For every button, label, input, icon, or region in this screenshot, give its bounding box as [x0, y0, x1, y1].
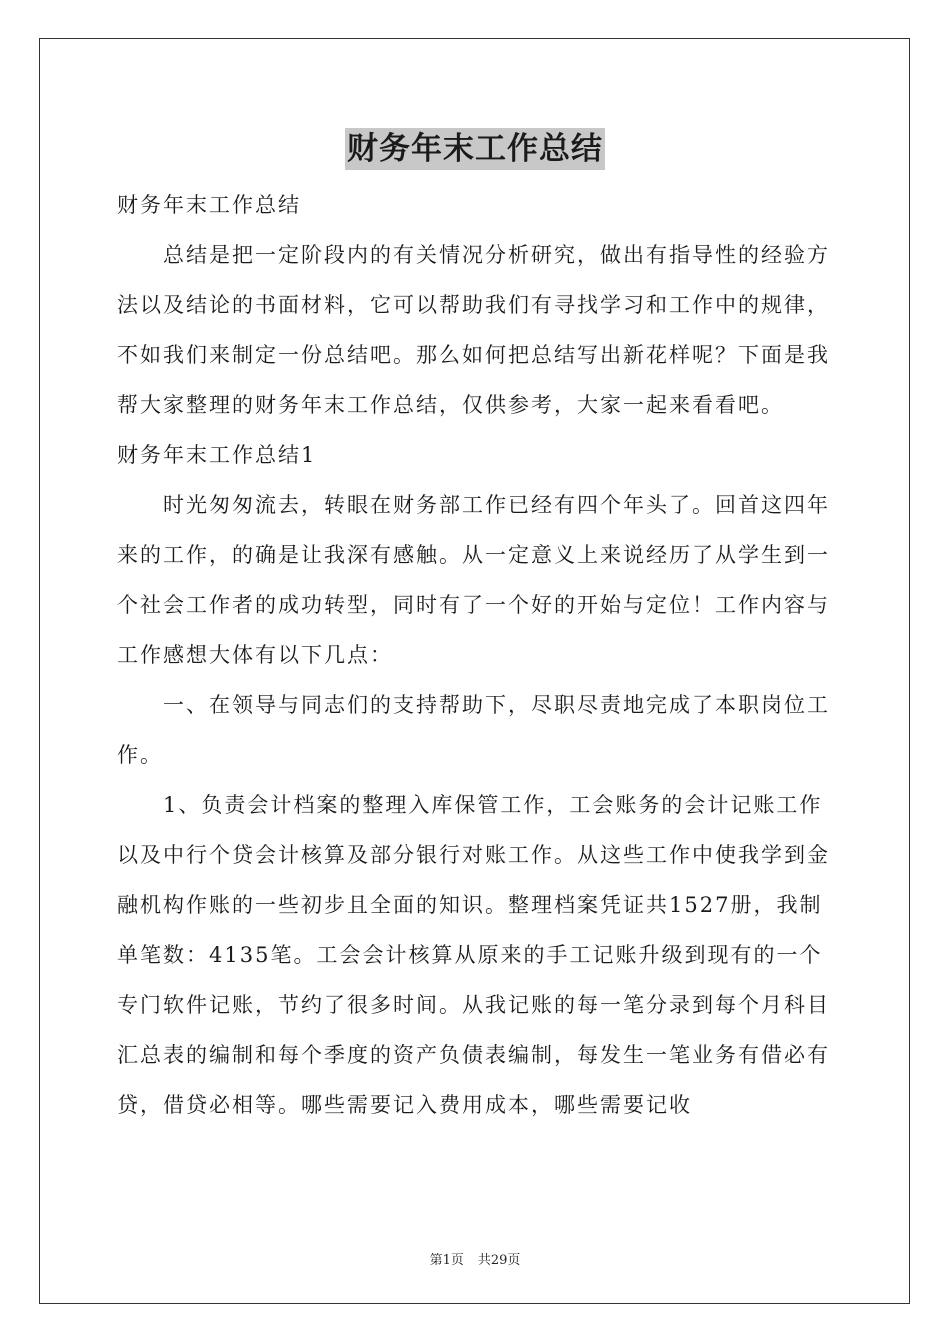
subtitle: 财务年末工作总结 [117, 193, 301, 217]
total-page-count: 共29页 [477, 1253, 521, 1268]
title-area [0, 128, 950, 170]
body-paragraph-3: 1、负责会计档案的整理入库保管工作，工会账务的会计记账工作以及中行个贷会计核算及部分银行对账工作。从这些工作中使我学到金融机构作账的一些初步且全面的知识。整理档案凭证共1527册，我制单笔数：4135笔。工会会计核算从原来的手工记账升级到现有的一个专门软件记账，节约了很多时间。从我记账的每一笔分录到每个月科目汇总表的编制和每个季度的资产负债表编制，每发生一笔业务有借必有贷，借贷必相等。哪些需要记入费用成本，哪些需要记收 [117, 793, 830, 1117]
document-body [117, 180, 835, 1130]
body-paragraph-1: 时光匆匆流去，转眼在财务部工作已经有四个年头了。回首这四年来的工作，的确是让我深有感触。从一定意义上来说经历了从学生到一个社会工作者的成功转型，同时有了一个好的开始与定位！工作内容与工作感想大体有以下几点： [117, 493, 830, 667]
body-paragraph-2: 一、在领导与同志们的支持帮助下，尽职尽责地完成了本职岗位工作。 [117, 693, 830, 767]
section-heading: 财务年末工作总结1 [117, 443, 317, 467]
intro-paragraph: 总结是把一定阶段内的有关情况分析研究，做出有指导性的经验方法以及结论的书面材料，它可以帮助我们有寻找学习和工作中的规律，不如我们来制定一份总结吧。那么如何把总结写出新花样呢？下面是我帮大家整理的财务年末工作总结，仅供参考，大家一起来看看吧。 [117, 243, 830, 417]
page-footer [0, 1249, 950, 1268]
page-title: 财务年末工作总结 [345, 128, 605, 170]
current-page-number: 第1页 [429, 1253, 464, 1268]
